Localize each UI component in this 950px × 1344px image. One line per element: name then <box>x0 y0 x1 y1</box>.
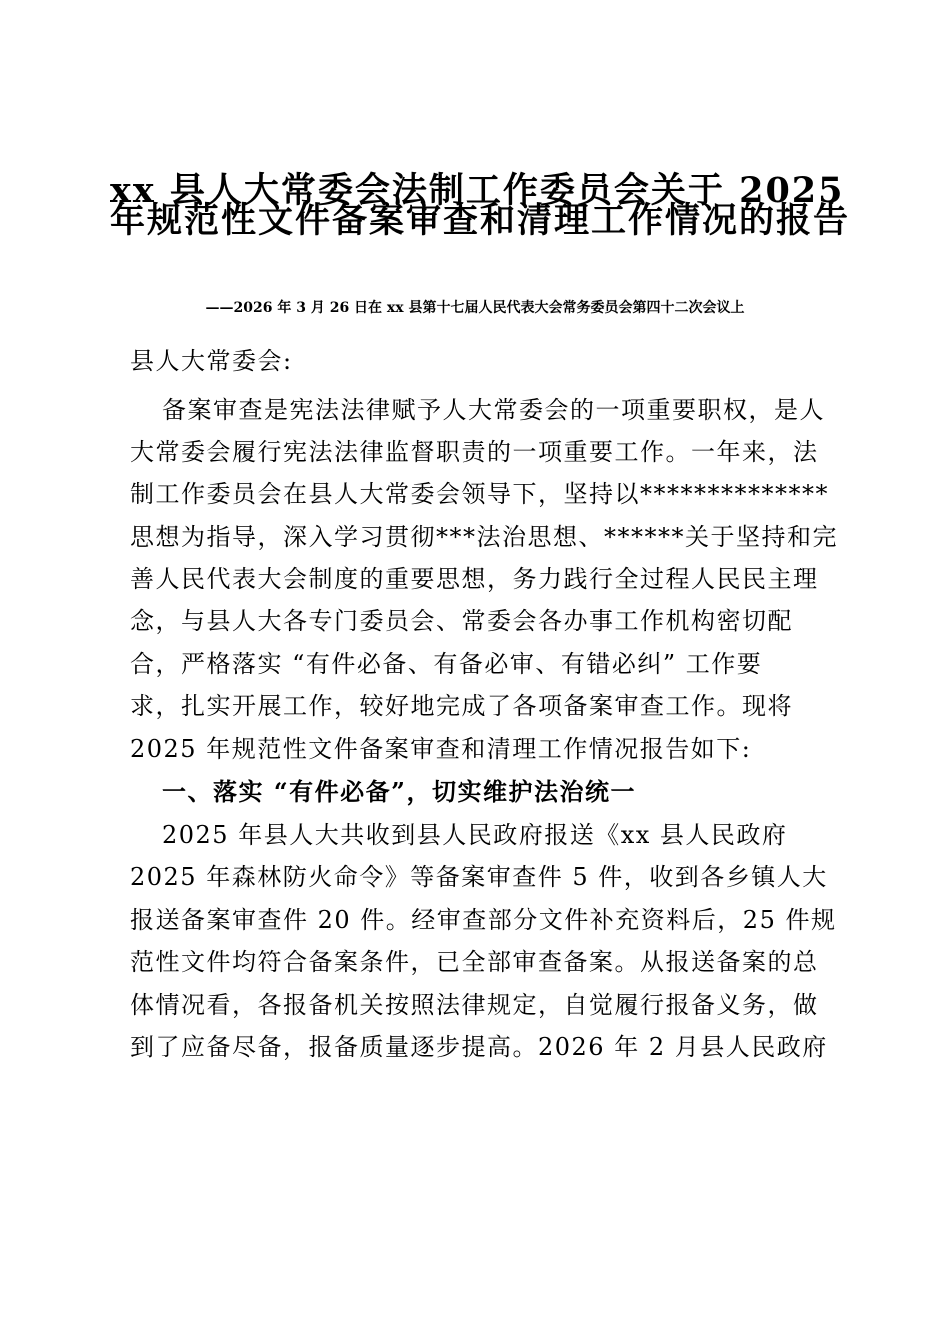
paragraph-1-line: 思想为指导，深入学习贯彻***法治思想、******关于坚持和完 <box>130 523 838 551</box>
document-subtitle: ——2026 年 3 月 26 日在 xx 县第十七届人民代表大会常务委员会第四十二次会议上 <box>205 300 745 316</box>
paragraph-1-line: 备案审查是宪法法律赋予人大常委会的一项重要职权，是人 <box>162 396 825 424</box>
paragraph-2-line: 2025 年县人大共收到县人民政府报送《xx 县人民政府 <box>162 821 788 849</box>
paragraph-1-line: 合，严格落实 “有件必备、有备必审、有错必纠” 工作要 <box>130 650 763 678</box>
paragraph-2-line: 范性文件均符合备案条件，已全部审查备案。从报送备案的总 <box>130 948 819 976</box>
paragraph-1-line: 制工作委员会在县人大常委会领导下，坚持以************** <box>130 480 829 508</box>
paragraph-1-line: 求，扎实开展工作，较好地完成了各项备案审查工作。现将 <box>130 692 793 720</box>
paragraph-1-line: 大常委会履行宪法法律监督职责的一项重要工作。一年来，法 <box>130 438 819 466</box>
document-title-line-2: 年规范性文件备案审查和清理工作情况的报告 <box>110 200 851 241</box>
paragraph-1-line: 念，与县人大各专门委员会、常委会各办事工作机构密切配 <box>130 607 793 635</box>
paragraph-1-line: 善人民代表大会制度的重要思想，务力践行全过程人民民主理 <box>130 565 819 593</box>
paragraph-2-line: 2025 年森林防火命令》等备案审查件 5 件，收到各乡镇人大 <box>130 863 828 891</box>
paragraph-1-line: 2025 年规范性文件备案审查和清理工作情况报告如下: <box>130 735 752 763</box>
paragraph-2-line: 报送备案审查件 20 件。经审查部分文件补充资料后，25 件规 <box>130 906 837 934</box>
paragraph-2-line: 到了应备尽备，报备质量逐步提高。2026 年 2 月县人民政府 <box>130 1033 828 1061</box>
section-1-heading: 一、落实 “有件必备”，切实维护法治统一 <box>162 777 636 806</box>
salutation: 县人大常委会: <box>130 347 293 375</box>
paragraph-2-line: 体情况看，各报备机关按照法律规定，自觉履行报备义务，做 <box>130 991 819 1019</box>
document-title-line-1: xx 县人大常委会法制工作委员会关于 2025 <box>110 170 845 211</box>
